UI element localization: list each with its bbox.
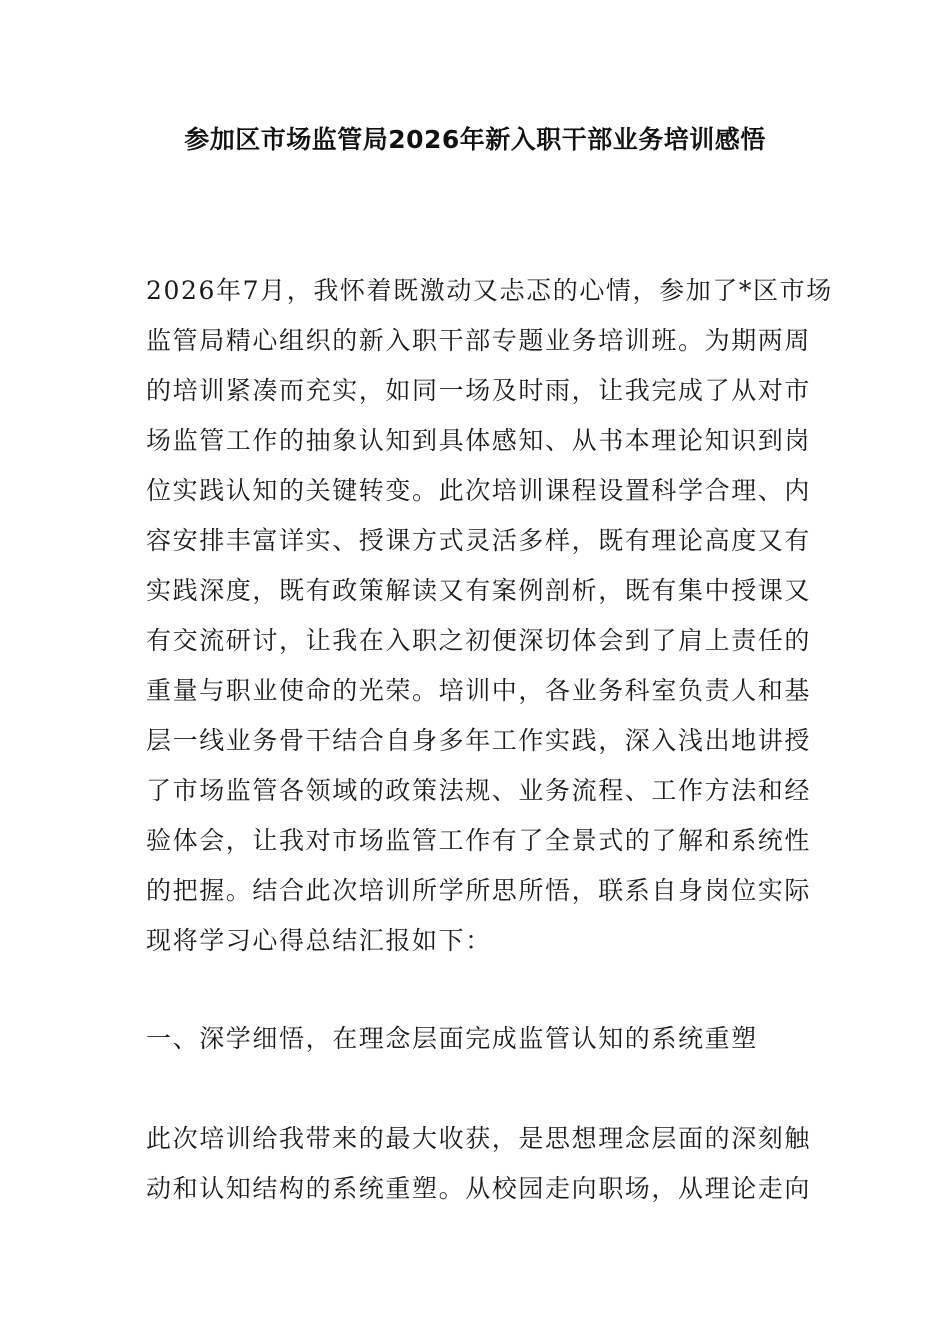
paragraph-line: 层一线业务骨干结合自身多年工作实践，深入浅出地讲授 xyxy=(146,726,812,755)
paragraph-line: 2026年7月，我怀着既激动又忐忑的心情，参加了*区市场 xyxy=(146,276,833,305)
paragraph-line: 场监管工作的抽象认知到具体感知、从书本理论知识到岗 xyxy=(146,426,812,455)
paragraph-line: 有交流研讨，让我在入职之初便深切体会到了肩上责任的 xyxy=(146,626,812,655)
paragraph-line: 容安排丰富详实、授课方式灵活多样，既有理论高度又有 xyxy=(146,526,812,555)
paragraph-line: 现将学习心得总结汇报如下： xyxy=(146,926,492,955)
document-title: 参加区市场监管局2026年新入职干部业务培训感悟 xyxy=(184,125,766,154)
paragraph-line: 位实践认知的关键转变。此次培训课程设置科学合理、内 xyxy=(146,476,812,505)
section-heading-text: 一、深学细悟，在理念层面完成监管认知的系统重塑 xyxy=(146,1024,758,1053)
paragraph-line: 重量与职业使命的光荣。培训中，各业务科室负责人和基 xyxy=(146,676,812,705)
paragraph-section-1 xyxy=(146,1114,812,1214)
paragraph-line: 验体会，让我对市场监管工作有了全景式的了解和系统性 xyxy=(146,826,812,855)
paragraph-intro xyxy=(146,266,833,966)
paragraph-line: 动和认知结构的系统重塑。从校园走向职场，从理论走向 xyxy=(146,1174,812,1203)
section-heading-1 xyxy=(146,1014,806,1064)
paragraph-line: 的把握。结合此次培训所学所思所悟，联系自身岗位实际 xyxy=(146,876,812,905)
paragraph-line: 此次培训给我带来的最大收获，是思想理念层面的深刻触 xyxy=(146,1124,812,1153)
paragraph-line: 实践深度，既有政策解读又有案例剖析，既有集中授课又 xyxy=(146,576,812,605)
paragraph-line: 了市场监管各领域的政策法规、业务流程、工作方法和经 xyxy=(146,776,812,805)
paragraph-line: 监管局精心组织的新入职干部专题业务培训班。为期两周 xyxy=(146,326,812,355)
paragraph-line: 的培训紧凑而充实，如同一场及时雨，让我完成了从对市 xyxy=(146,376,812,405)
